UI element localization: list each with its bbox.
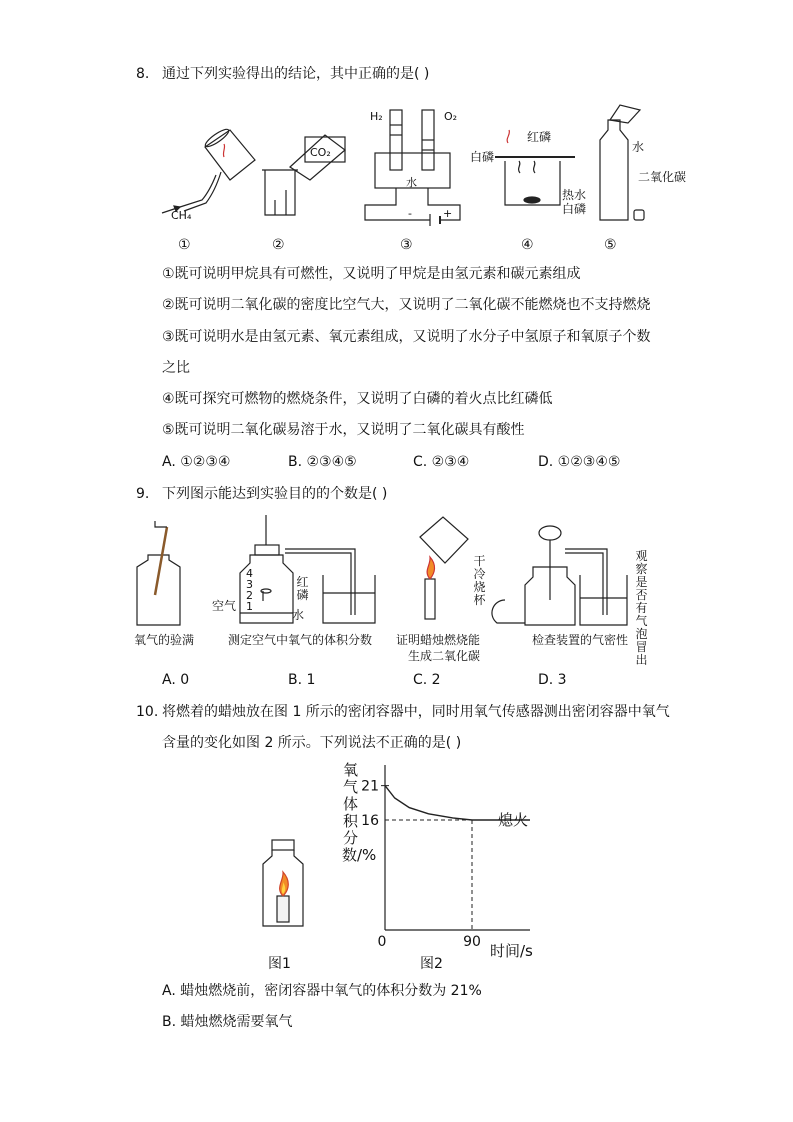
y-tick-label: 21 (361, 778, 379, 795)
q8-minus-label: - (408, 207, 412, 220)
q10-option-b[interactable]: B. 蜡烛燃烧需要氧气 (162, 1014, 293, 1030)
q8-bottle-co2-label: 二氧化碳 (638, 170, 687, 184)
q8-h2-label: H₂ (370, 110, 383, 123)
q8-option-c[interactable]: C. ②③④ (413, 454, 470, 470)
q10-fig1-label: 图1 (268, 956, 291, 972)
q8-exp5 (600, 105, 644, 220)
q9-figure (125, 505, 665, 635)
q8-water-label: 水 (406, 176, 417, 189)
q9-scale-4: 4 (246, 567, 253, 580)
q9-caption-3a: 证明蜡烛燃烧能 (396, 633, 481, 647)
q8-white-p-bottom-label: 白磷 (562, 202, 587, 216)
q8-option-d[interactable]: D. ①②③④⑤ (538, 454, 621, 470)
q8-co2-label: CO₂ (310, 146, 331, 159)
q8-statement-5: ⑤既可说明二氧化碳易溶于水，又说明了二氧化碳具有酸性 (162, 422, 525, 438)
y-tick-label: 16 (361, 813, 379, 829)
q9-option-d[interactable]: D. 3 (538, 672, 567, 688)
q10-stem-line2: 含量的变化如图 2 所示。下列说法不正确的是( ) (162, 735, 462, 751)
q9-exp1 (137, 521, 180, 625)
q9-dry-cup-label: 干冷烧杯 (473, 554, 486, 607)
q8-bottle-water-label: 水 (632, 140, 645, 154)
q9-exp4 (492, 526, 627, 625)
chart-xlabel: 时间/s (490, 942, 533, 960)
q9-exp2 (240, 515, 375, 623)
x-tick-label: 90 (463, 934, 481, 950)
q8-num-1: ① (178, 237, 191, 253)
q8-number: 8. (136, 66, 150, 82)
q9-observe-label: 观察是否有气泡冒出 (635, 549, 648, 667)
q8-plus-label: + (443, 207, 453, 220)
q10-fig1-bottle (258, 838, 308, 928)
q8-num-2: ② (272, 237, 285, 253)
q8-num-3: ③ (400, 237, 413, 253)
q10-stem-line1: 将燃着的蜡烛放在图 1 所示的密闭容器中，同时用氧气传感器测出密闭容器中氧气 (162, 704, 670, 720)
q10-option-a[interactable]: A. 蜡烛燃烧前，密闭容器中氧气的体积分数为 21% (162, 983, 482, 999)
q8-statement-2: ②既可说明二氧化碳的密度比空气大，又说明了二氧化碳不能燃烧也不支持燃烧 (162, 297, 651, 313)
q8-statement-3-cont: 之比 (162, 360, 190, 376)
q8-figure (150, 95, 710, 255)
q9-caption-1: 氧气的验满 (134, 633, 195, 647)
q8-num-5: ⑤ (604, 237, 617, 253)
x-origin-label: 0 (377, 934, 387, 950)
q9-option-b[interactable]: B. 1 (288, 672, 316, 688)
q8-o2-label: O₂ (444, 110, 458, 123)
q9-exp3 (420, 517, 468, 619)
q8-option-a[interactable]: A. ①②③④ (162, 454, 231, 470)
q8-exp1-beaker (180, 127, 255, 211)
q9-caption-2: 测定空气中氧气的体积分数 (228, 633, 373, 647)
q9-red-p-label: 红磷 (296, 575, 309, 602)
q9-water-label: 水 (292, 608, 305, 622)
q10-chart (360, 760, 560, 960)
q8-red-p-label: 红磷 (527, 130, 552, 144)
q8-num-4: ④ (521, 237, 534, 253)
q8-white-p-top-label: 白磷 (470, 150, 495, 164)
chart-annotation: 熄火 (498, 811, 529, 829)
q10-fig2-label: 图2 (420, 956, 443, 972)
q8-ch4-label: CH₄ (171, 209, 192, 222)
q9-air-label: 空气 (212, 599, 237, 613)
q9-scale-2: 2 (246, 589, 253, 602)
q10-number: 10. (136, 704, 159, 720)
q8-statement-4: ④既可探究可燃物的燃烧条件，又说明了白磷的着火点比红磷低 (162, 391, 553, 407)
q8-statement-3: ③既可说明水是由氢元素、氧元素组成，又说明了水分子中氢原子和氧原子个数 (162, 329, 651, 345)
q9-stem: 下列图示能达到实验目的的个数是( ) (162, 486, 388, 502)
q9-scale-3: 3 (246, 578, 253, 591)
q9-scale-1: 1 (246, 600, 253, 613)
q9-number: 9. (136, 486, 150, 502)
q9-caption-3b: 生成二氧化碳 (408, 649, 481, 663)
q9-option-a[interactable]: A. 0 (162, 672, 190, 688)
q8-exp2 (262, 135, 345, 215)
q8-stem: 通过下列实验得出的结论，其中正确的是( ) (162, 66, 430, 82)
q9-caption-4: 检查装置的气密性 (532, 633, 629, 647)
q9-option-c[interactable]: C. 2 (413, 672, 441, 688)
q8-hot-water-label: 热水 (562, 188, 587, 202)
chart-ylabel: 氧气体积分数/% (342, 761, 377, 864)
q8-option-b[interactable]: B. ②③④⑤ (288, 454, 357, 470)
q8-statement-1: ①既可说明甲烷具有可燃性，又说明了甲烷是由氢元素和碳元素组成 (162, 266, 581, 282)
